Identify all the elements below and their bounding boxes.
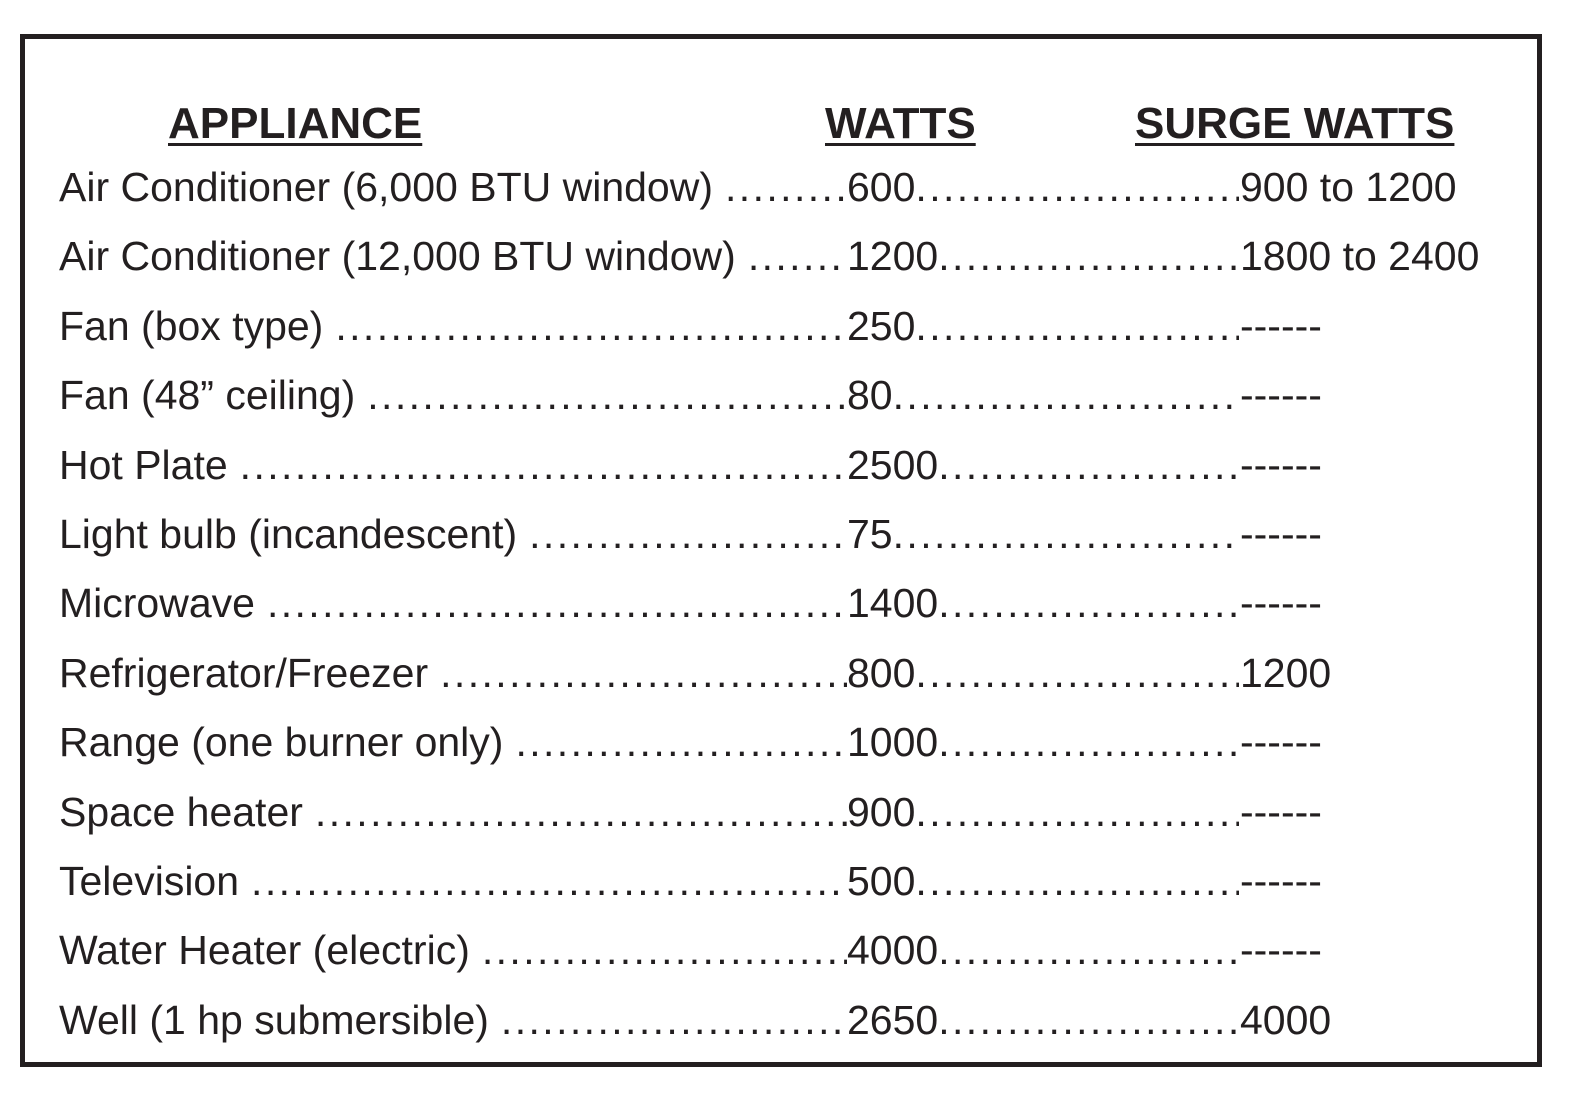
surge-watts-value: ------ [1240,302,1322,349]
appliance-name: Range (one burner only) [59,719,504,766]
dot-leader [725,153,847,222]
appliance-name: Fan (box type) [59,302,324,349]
appliance-name: Television [59,857,240,904]
dot-leader [938,431,1239,500]
watts-value: 2500 [847,441,939,488]
table-row [59,916,1529,985]
table-row [59,639,1529,708]
watts-value: 800 [847,649,916,696]
dot-leader [748,222,847,291]
table-row [59,986,1529,1055]
appliance-name: Air Conditioner (12,000 BTU window) [59,233,736,280]
table-row [59,847,1529,916]
watts-value: 80 [847,372,893,419]
surge-watts-value: 900 to 1200 [1240,164,1457,210]
appliance-name: Hot Plate [59,441,228,488]
watts-value: 1200 [847,233,939,280]
header-surge-watts: SURGE WATTS [1135,99,1455,148]
watts-value: 500 [847,857,916,904]
table-row [59,292,1529,361]
surge-watts-value: ------ [1240,510,1322,557]
dot-leader [515,708,847,777]
table-row [59,708,1529,777]
surge-watts-value: ------ [1240,441,1322,488]
dot-leader [915,153,1239,222]
dot-leader [482,916,847,985]
header-appliance: APPLIANCE [168,99,423,148]
dot-leader [938,222,1239,291]
table-row [59,569,1529,638]
header-watts: WATTS [825,99,976,148]
dot-leader [938,708,1239,777]
dot-leader [915,847,1239,916]
dot-leader [501,986,847,1055]
dot-leader [915,778,1239,847]
watts-value: 75 [847,510,893,557]
appliance-list [59,153,1529,1055]
watts-value: 4000 [847,927,939,974]
dot-leader [938,569,1239,638]
dot-leader [267,569,847,638]
surge-watts-value: ------ [1240,372,1322,419]
surge-watts-value: ------ [1240,719,1322,766]
table-row [59,778,1529,847]
surge-watts-value: 4000 [1240,996,1332,1043]
dot-leader [938,916,1239,985]
watts-value: 1400 [847,580,939,627]
dot-leader [440,639,847,708]
surge-watts-value: 1800 to 2400 [1240,233,1480,280]
watts-value: 2650 [847,996,939,1043]
watts-value: 250 [847,302,916,349]
appliance-name: Fan (48” ceiling) [59,372,356,419]
dot-leader [367,361,847,430]
table-frame [20,34,1542,1067]
dot-leader [938,986,1239,1055]
dot-leader [240,431,847,500]
table-row [59,222,1529,291]
watts-value: 1000 [847,719,939,766]
surge-watts-value: ------ [1240,788,1322,835]
dot-leader [251,847,847,916]
dot-leader [915,292,1239,361]
dot-leader [893,361,1239,430]
surge-watts-value: 1200 [1240,649,1332,696]
table-row [59,431,1529,500]
appliance-name: Light bulb (incandescent) [59,510,518,557]
surge-watts-value: ------ [1240,580,1322,627]
appliance-name: Water Heater (electric) [59,927,470,974]
dot-leader [915,639,1239,708]
appliance-name: Space heater [59,788,303,835]
table-row [59,361,1529,430]
appliance-name: Well (1 hp submersible) [59,996,489,1043]
surge-watts-value: ------ [1240,927,1322,974]
appliance-name: Air Conditioner (6,000 BTU window) [59,164,713,210]
appliance-name: Refrigerator/Freezer [59,649,429,696]
watts-value: 600 [847,164,916,210]
watts-value: 900 [847,788,916,835]
dot-leader [315,778,847,847]
dot-leader [529,500,847,569]
dot-leader [335,292,847,361]
surge-watts-value: ------ [1240,857,1322,904]
table-row [59,153,1529,222]
dot-leader [893,500,1239,569]
table-row [59,500,1529,569]
appliance-name: Microwave [59,580,255,627]
